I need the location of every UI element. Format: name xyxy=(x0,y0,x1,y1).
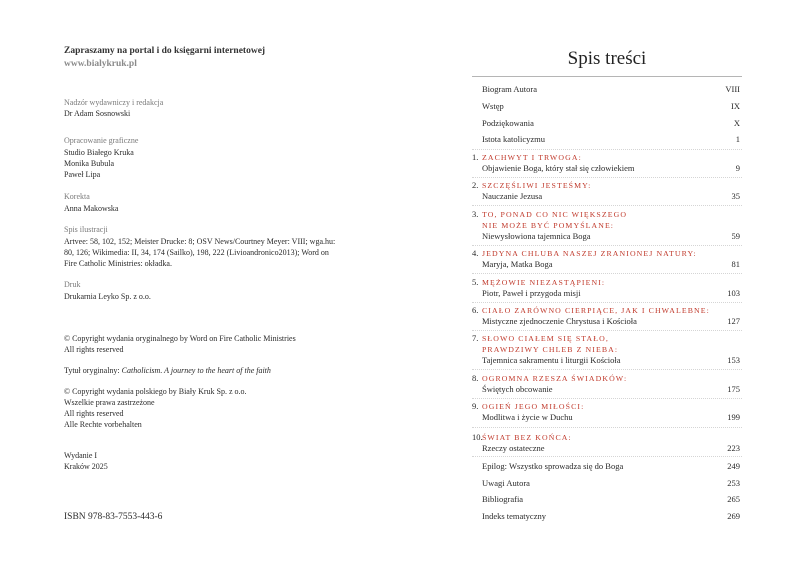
chapter-heading: TO, PONAD CO NIC WIĘKSZEGO xyxy=(482,210,628,219)
rights-reserved: All rights reserved xyxy=(64,345,124,354)
chapter-number: 6. xyxy=(472,305,479,315)
chapter-subtitle: Rzeczy ostateczne xyxy=(482,443,545,453)
credit-line: Anna Makowska xyxy=(64,204,119,213)
chapter-number: 1. xyxy=(472,152,479,162)
toc-entry-title: Epilog: Wszystko sprowadza się do Boga xyxy=(482,461,624,471)
toc-entry-title: Podziękowania xyxy=(482,118,534,128)
chapter-subtitle: Świętych obcowanie xyxy=(482,384,553,394)
toc-separator xyxy=(472,369,742,370)
chapter-subtitle: Tajemnica sakramentu i liturgii Kościoła xyxy=(482,355,621,365)
toc-separator xyxy=(472,302,742,303)
credit-line: 80, 126; Wikimedia: II, 34, 174 (Sailko), 198, 222 (Livioandronico2013); Word on xyxy=(64,248,329,257)
chapter-heading: SŁOWO CIAŁEM SIĘ STAŁO, xyxy=(482,334,609,343)
chapter-heading: OGIEŃ JEGO MIŁOŚCI: xyxy=(482,402,585,411)
toc-entry-page: VIII xyxy=(725,84,740,94)
credit-line: Studio Białego Kruka xyxy=(64,148,134,157)
copyright-polish: © Copyright wydania polskiego by Biały Kruk Sp. z o.o. xyxy=(64,387,247,396)
toc-separator xyxy=(472,456,742,457)
credit-label: Spis ilustracji xyxy=(64,225,108,234)
original-title-label: Tytuł oryginalny: xyxy=(64,366,122,375)
chapter-heading: OGROMNA RZESZA ŚWIADKÓW: xyxy=(482,374,628,383)
toc-entry-page: 269 xyxy=(727,511,740,521)
chapter-heading: SZCZĘŚLIWI JESTEŚMY: xyxy=(482,181,592,190)
rights-pl: Wszelkie prawa zastrzeżone xyxy=(64,398,155,407)
toc-entry-title: Uwagi Autora xyxy=(482,478,530,488)
toc-entry-title: Bibliografia xyxy=(482,494,524,504)
toc-title-rule xyxy=(472,76,742,77)
toc-entry-title: Wstęp xyxy=(482,101,504,111)
place-year: Kraków 2025 xyxy=(64,462,108,471)
toc-entry-title: Biogram Autora xyxy=(482,84,538,94)
credit-line: Paweł Lipa xyxy=(64,170,101,179)
chapter-heading: NIE MOŻE BYĆ POMYŚLANE: xyxy=(482,221,615,230)
chapter-subtitle: Modlitwa i życie w Duchu xyxy=(482,412,573,422)
chapter-subtitle: Mistyczne zjednoczenie Chrystusa i Kościoła xyxy=(482,316,637,326)
toc-title: Spis treści xyxy=(567,48,647,69)
chapter-page: 199 xyxy=(727,412,740,422)
chapter-number: 10. xyxy=(472,432,483,442)
chapter-heading: PRAWDZIWY CHLEB Z NIEBA: xyxy=(482,345,619,354)
rights-de: Alle Rechte vorbehalten xyxy=(64,420,142,429)
toc-entry-page: 253 xyxy=(727,478,740,488)
chapter-page: 175 xyxy=(727,384,740,394)
chapter-number: 3. xyxy=(472,209,479,219)
credit-line: Artvee: 58, 102, 152; Meister Drucke: 8; OSV News/Courtney Meyer: VIII; wga.hu: xyxy=(64,237,336,246)
chapter-subtitle: Nauczanie Jezusa xyxy=(482,191,543,201)
toc-separator xyxy=(472,398,742,399)
chapter-number: 5. xyxy=(472,277,479,287)
toc-separator xyxy=(472,427,742,428)
credit-label: Druk xyxy=(64,280,81,289)
credit-line: Drukarnia Leyko Sp. z o.o. xyxy=(64,292,151,301)
chapter-page: 223 xyxy=(727,443,740,453)
chapter-number: 8. xyxy=(472,373,479,383)
chapter-subtitle: Objawienie Boga, który stał się człowiekiem xyxy=(482,163,635,173)
website-link[interactable]: www.bialykruk.pl xyxy=(64,59,137,69)
credit-line: Dr Adam Sosnowski xyxy=(64,109,131,118)
chapter-heading: MĘŻOWIE NIEZASTĄPIENI: xyxy=(482,278,606,287)
chapter-page: 153 xyxy=(727,355,740,365)
toc-entry-title: Indeks tematyczny xyxy=(482,511,546,521)
chapter-page: 127 xyxy=(727,316,740,326)
chapter-heading: JEDYNA CHLUBA NASZEJ ZRANIONEJ NATURY: xyxy=(482,249,697,258)
toc-entry-page: 265 xyxy=(727,494,740,504)
chapter-number: 9. xyxy=(472,401,479,411)
chapter-page: 103 xyxy=(727,288,740,298)
toc-separator xyxy=(472,245,742,246)
credit-line: Monika Bubula xyxy=(64,159,114,168)
toc-entry-title: Istota katolicyzmu xyxy=(482,134,546,144)
chapter-page: 35 xyxy=(731,191,740,201)
chapter-subtitle: Niewysłowiona tajemnica Boga xyxy=(482,231,591,241)
toc-separator xyxy=(472,177,742,178)
toc-separator xyxy=(472,149,742,150)
promo-line: Zapraszamy na portal i do księgarni internetowej xyxy=(64,46,266,56)
chapter-heading: CIAŁO ZARÓWNO CIERPIĄCE, JAK I CHWALEBNE: xyxy=(482,306,710,315)
original-title: Catholicism. A journey to the heart of the faith xyxy=(121,366,271,375)
toc-separator xyxy=(472,273,742,274)
credit-label: Nadzór wydawniczy i redakcja xyxy=(64,98,164,107)
credit-label: Opracowanie graficzne xyxy=(64,136,139,145)
chapter-number: 4. xyxy=(472,248,479,258)
chapter-page: 81 xyxy=(731,259,740,269)
chapter-number: 7. xyxy=(472,333,479,343)
isbn: ISBN 978-83-7553-443-6 xyxy=(64,512,163,522)
rights-en: All rights reserved xyxy=(64,409,124,418)
toc-entry-page: X xyxy=(733,118,740,128)
toc-entry-page: IX xyxy=(731,101,740,111)
chapter-page: 9 xyxy=(735,163,740,173)
copyright-original: © Copyright wydania oryginalnego by Word on Fire Catholic Ministries xyxy=(64,334,296,343)
chapter-heading: ZACHWYT I TRWOGA: xyxy=(482,153,582,162)
toc-entry-page: 249 xyxy=(727,461,740,471)
toc-entry-page: 1 xyxy=(735,134,740,144)
chapter-subtitle: Piotr, Paweł i przygoda misji xyxy=(482,288,581,298)
toc-separator xyxy=(472,330,742,331)
chapter-heading: ŚWIAT BEZ KOŃCA: xyxy=(482,433,572,442)
toc-separator xyxy=(472,205,742,206)
credit-line: Fire Catholic Ministries: okładka. xyxy=(64,259,172,268)
credit-label: Korekta xyxy=(64,192,90,201)
chapter-subtitle: Maryja, Matka Boga xyxy=(482,259,553,269)
edition: Wydanie I xyxy=(64,451,98,460)
original-title-line xyxy=(64,366,271,376)
chapter-number: 2. xyxy=(472,180,479,190)
chapter-page: 59 xyxy=(731,231,740,241)
